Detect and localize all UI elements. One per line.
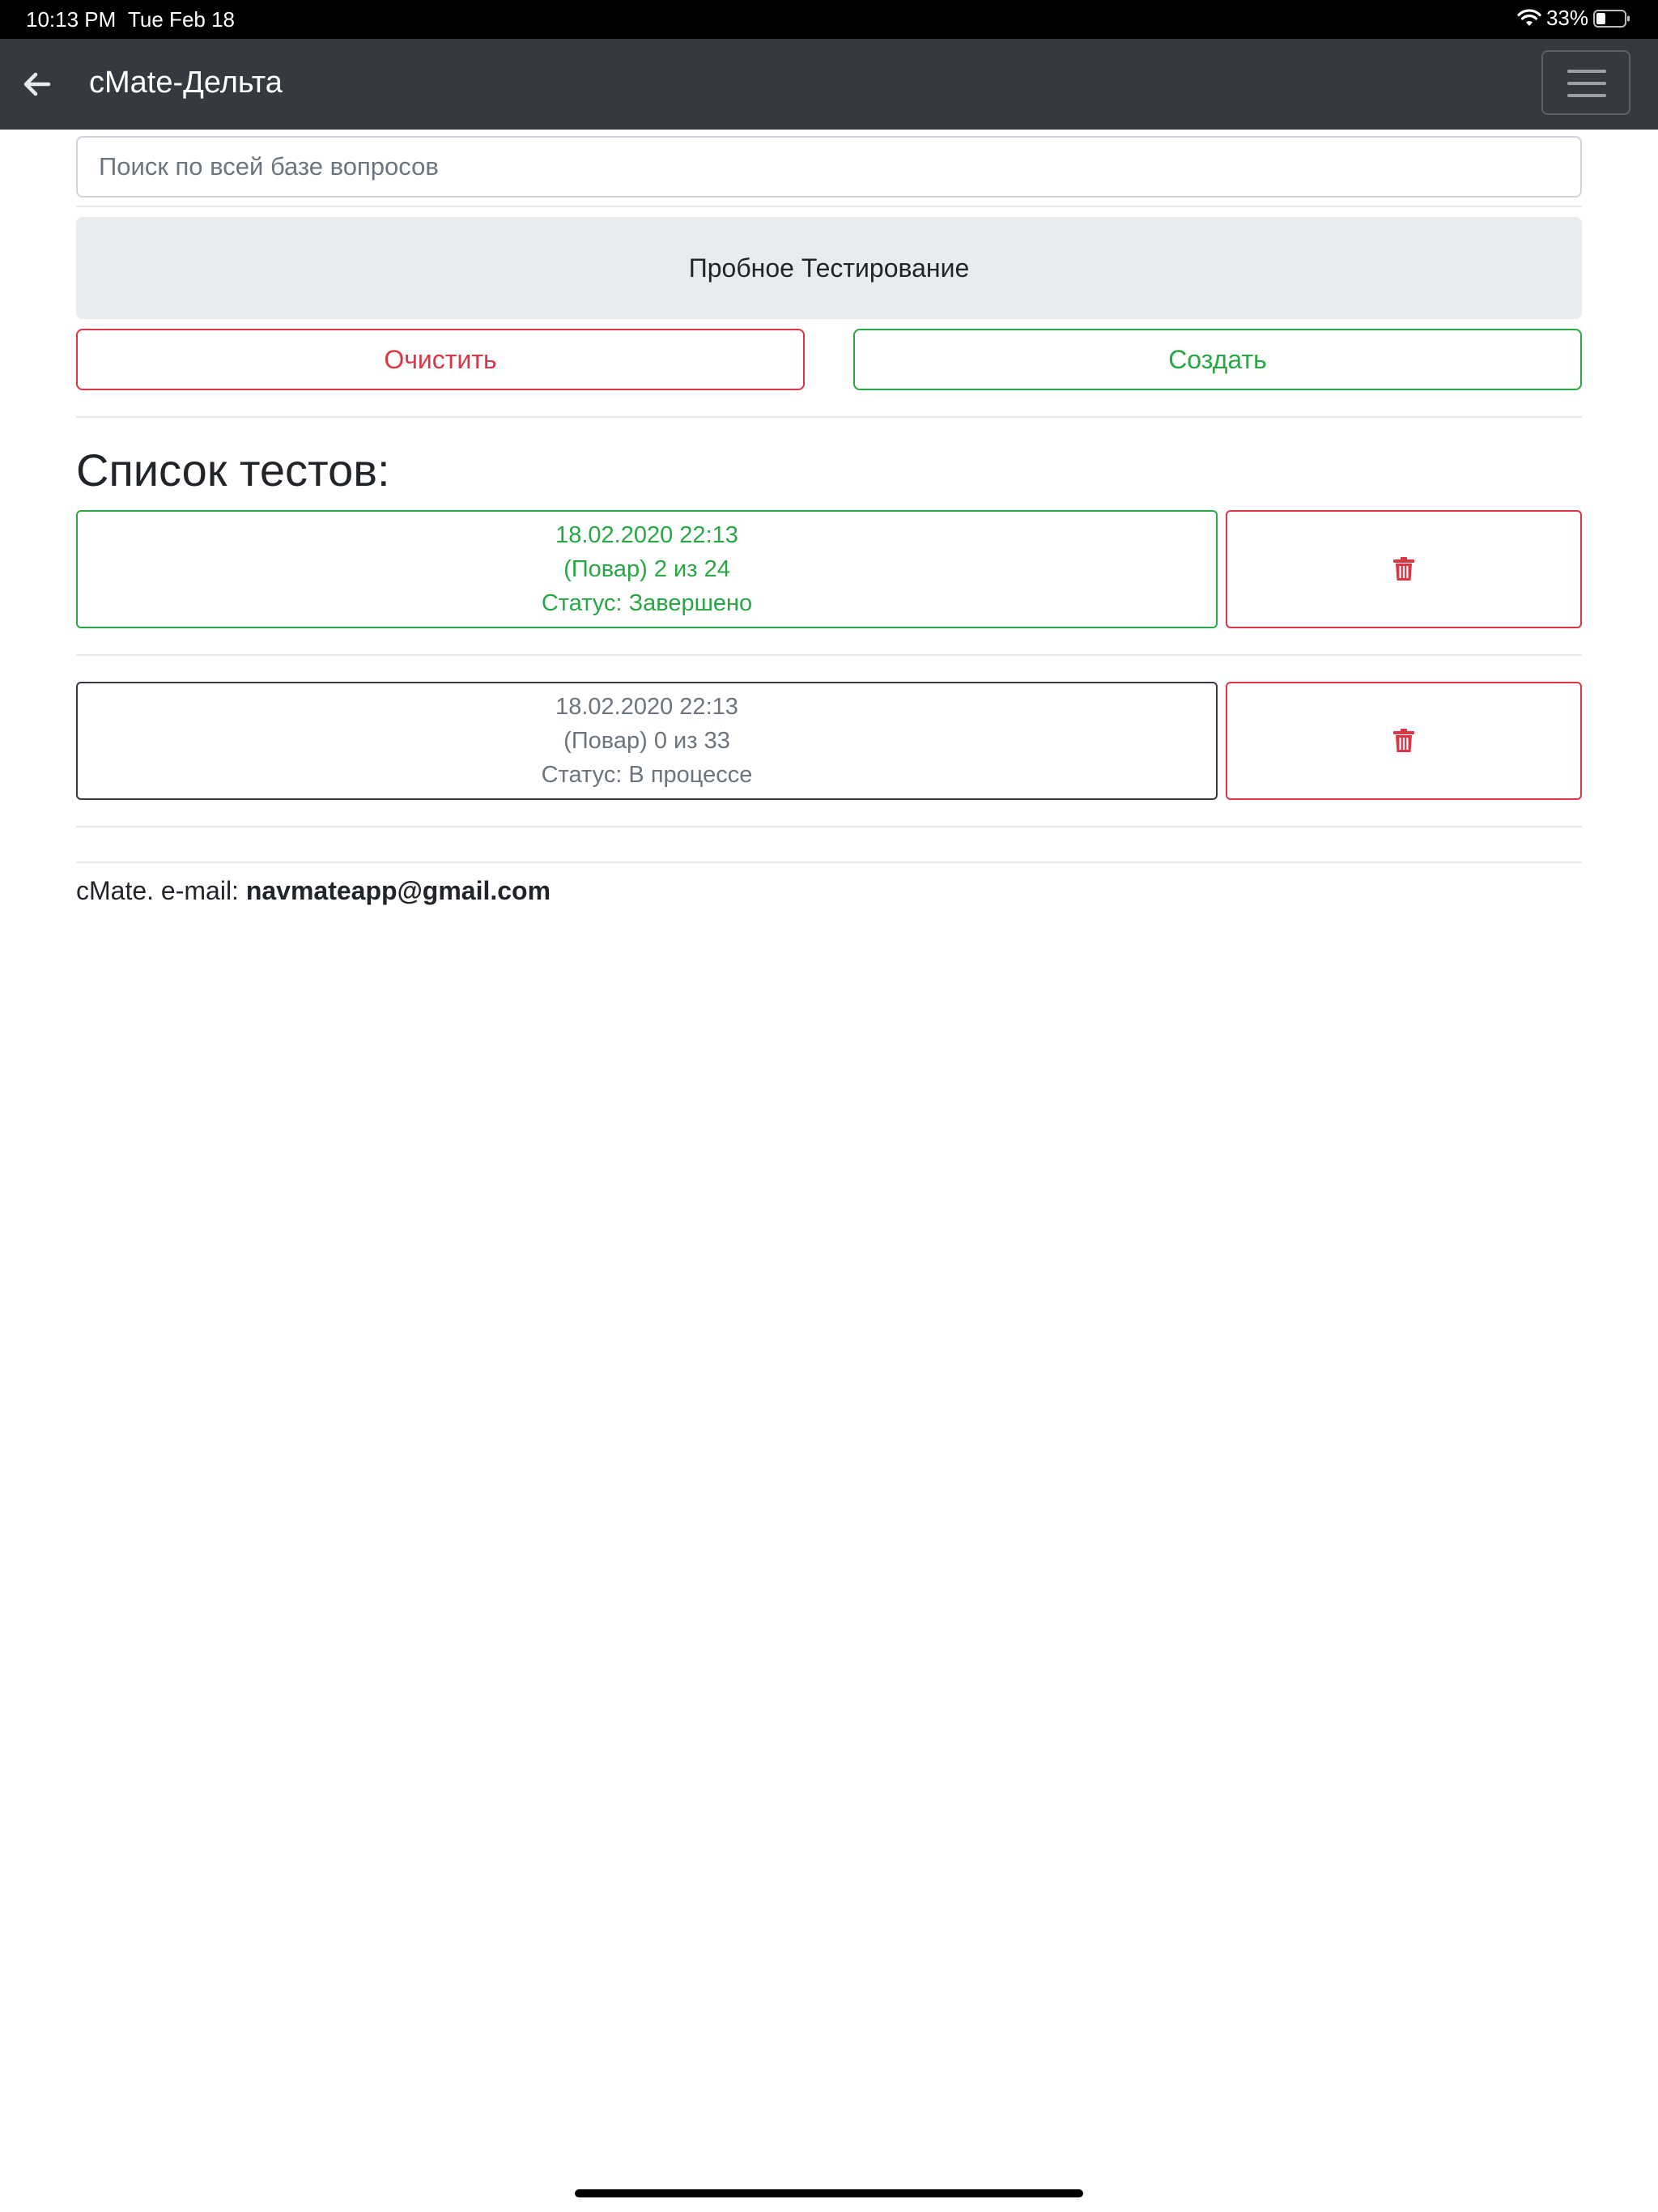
test-date: 18.02.2020 22:13 bbox=[555, 694, 738, 720]
divider bbox=[76, 416, 1582, 418]
test-status: Статус: Завершено bbox=[541, 590, 753, 616]
footer-prefix: cMate. e-mail: bbox=[76, 876, 246, 905]
divider bbox=[76, 654, 1582, 656]
status-bar bbox=[0, 0, 1658, 39]
divider bbox=[76, 861, 1582, 863]
tests-heading: Список тестов: bbox=[76, 445, 390, 496]
footer-email[interactable]: navmateapp@gmail.com bbox=[245, 876, 551, 905]
menu-button[interactable] bbox=[1541, 50, 1630, 115]
test-progress: (Повар) 2 из 24 bbox=[563, 556, 730, 582]
navbar bbox=[0, 39, 1658, 130]
delete-test-button[interactable] bbox=[1226, 510, 1582, 628]
test-item[interactable] bbox=[76, 682, 1218, 800]
wifi-icon bbox=[1517, 9, 1541, 28]
divider bbox=[76, 826, 1582, 827]
trial-test-button[interactable]: Пробное Тестирование bbox=[76, 217, 1582, 319]
divider bbox=[76, 206, 1582, 207]
search-input[interactable] bbox=[76, 136, 1582, 198]
clear-button[interactable]: Очистить bbox=[76, 329, 805, 390]
arrow-left-icon[interactable] bbox=[21, 70, 52, 99]
status-right bbox=[1517, 6, 1630, 31]
test-item[interactable] bbox=[76, 510, 1218, 628]
battery-icon bbox=[1593, 9, 1630, 28]
app-title: cMate-Дельта bbox=[89, 66, 283, 100]
delete-test-button[interactable] bbox=[1226, 682, 1582, 800]
footer bbox=[76, 876, 551, 906]
create-button[interactable]: Создать bbox=[853, 329, 1582, 390]
trash-icon bbox=[1393, 729, 1414, 753]
test-progress: (Повар) 0 из 33 bbox=[563, 728, 730, 754]
battery-percent: 33% bbox=[1545, 6, 1588, 30]
test-status: Статус: В процессе bbox=[541, 762, 753, 788]
trash-icon bbox=[1393, 557, 1414, 581]
status-date: Tue Feb 18 bbox=[128, 7, 236, 32]
status-time: 10:13 PM bbox=[26, 7, 117, 32]
home-indicator[interactable] bbox=[575, 2189, 1083, 2197]
test-date: 18.02.2020 22:13 bbox=[555, 522, 738, 548]
